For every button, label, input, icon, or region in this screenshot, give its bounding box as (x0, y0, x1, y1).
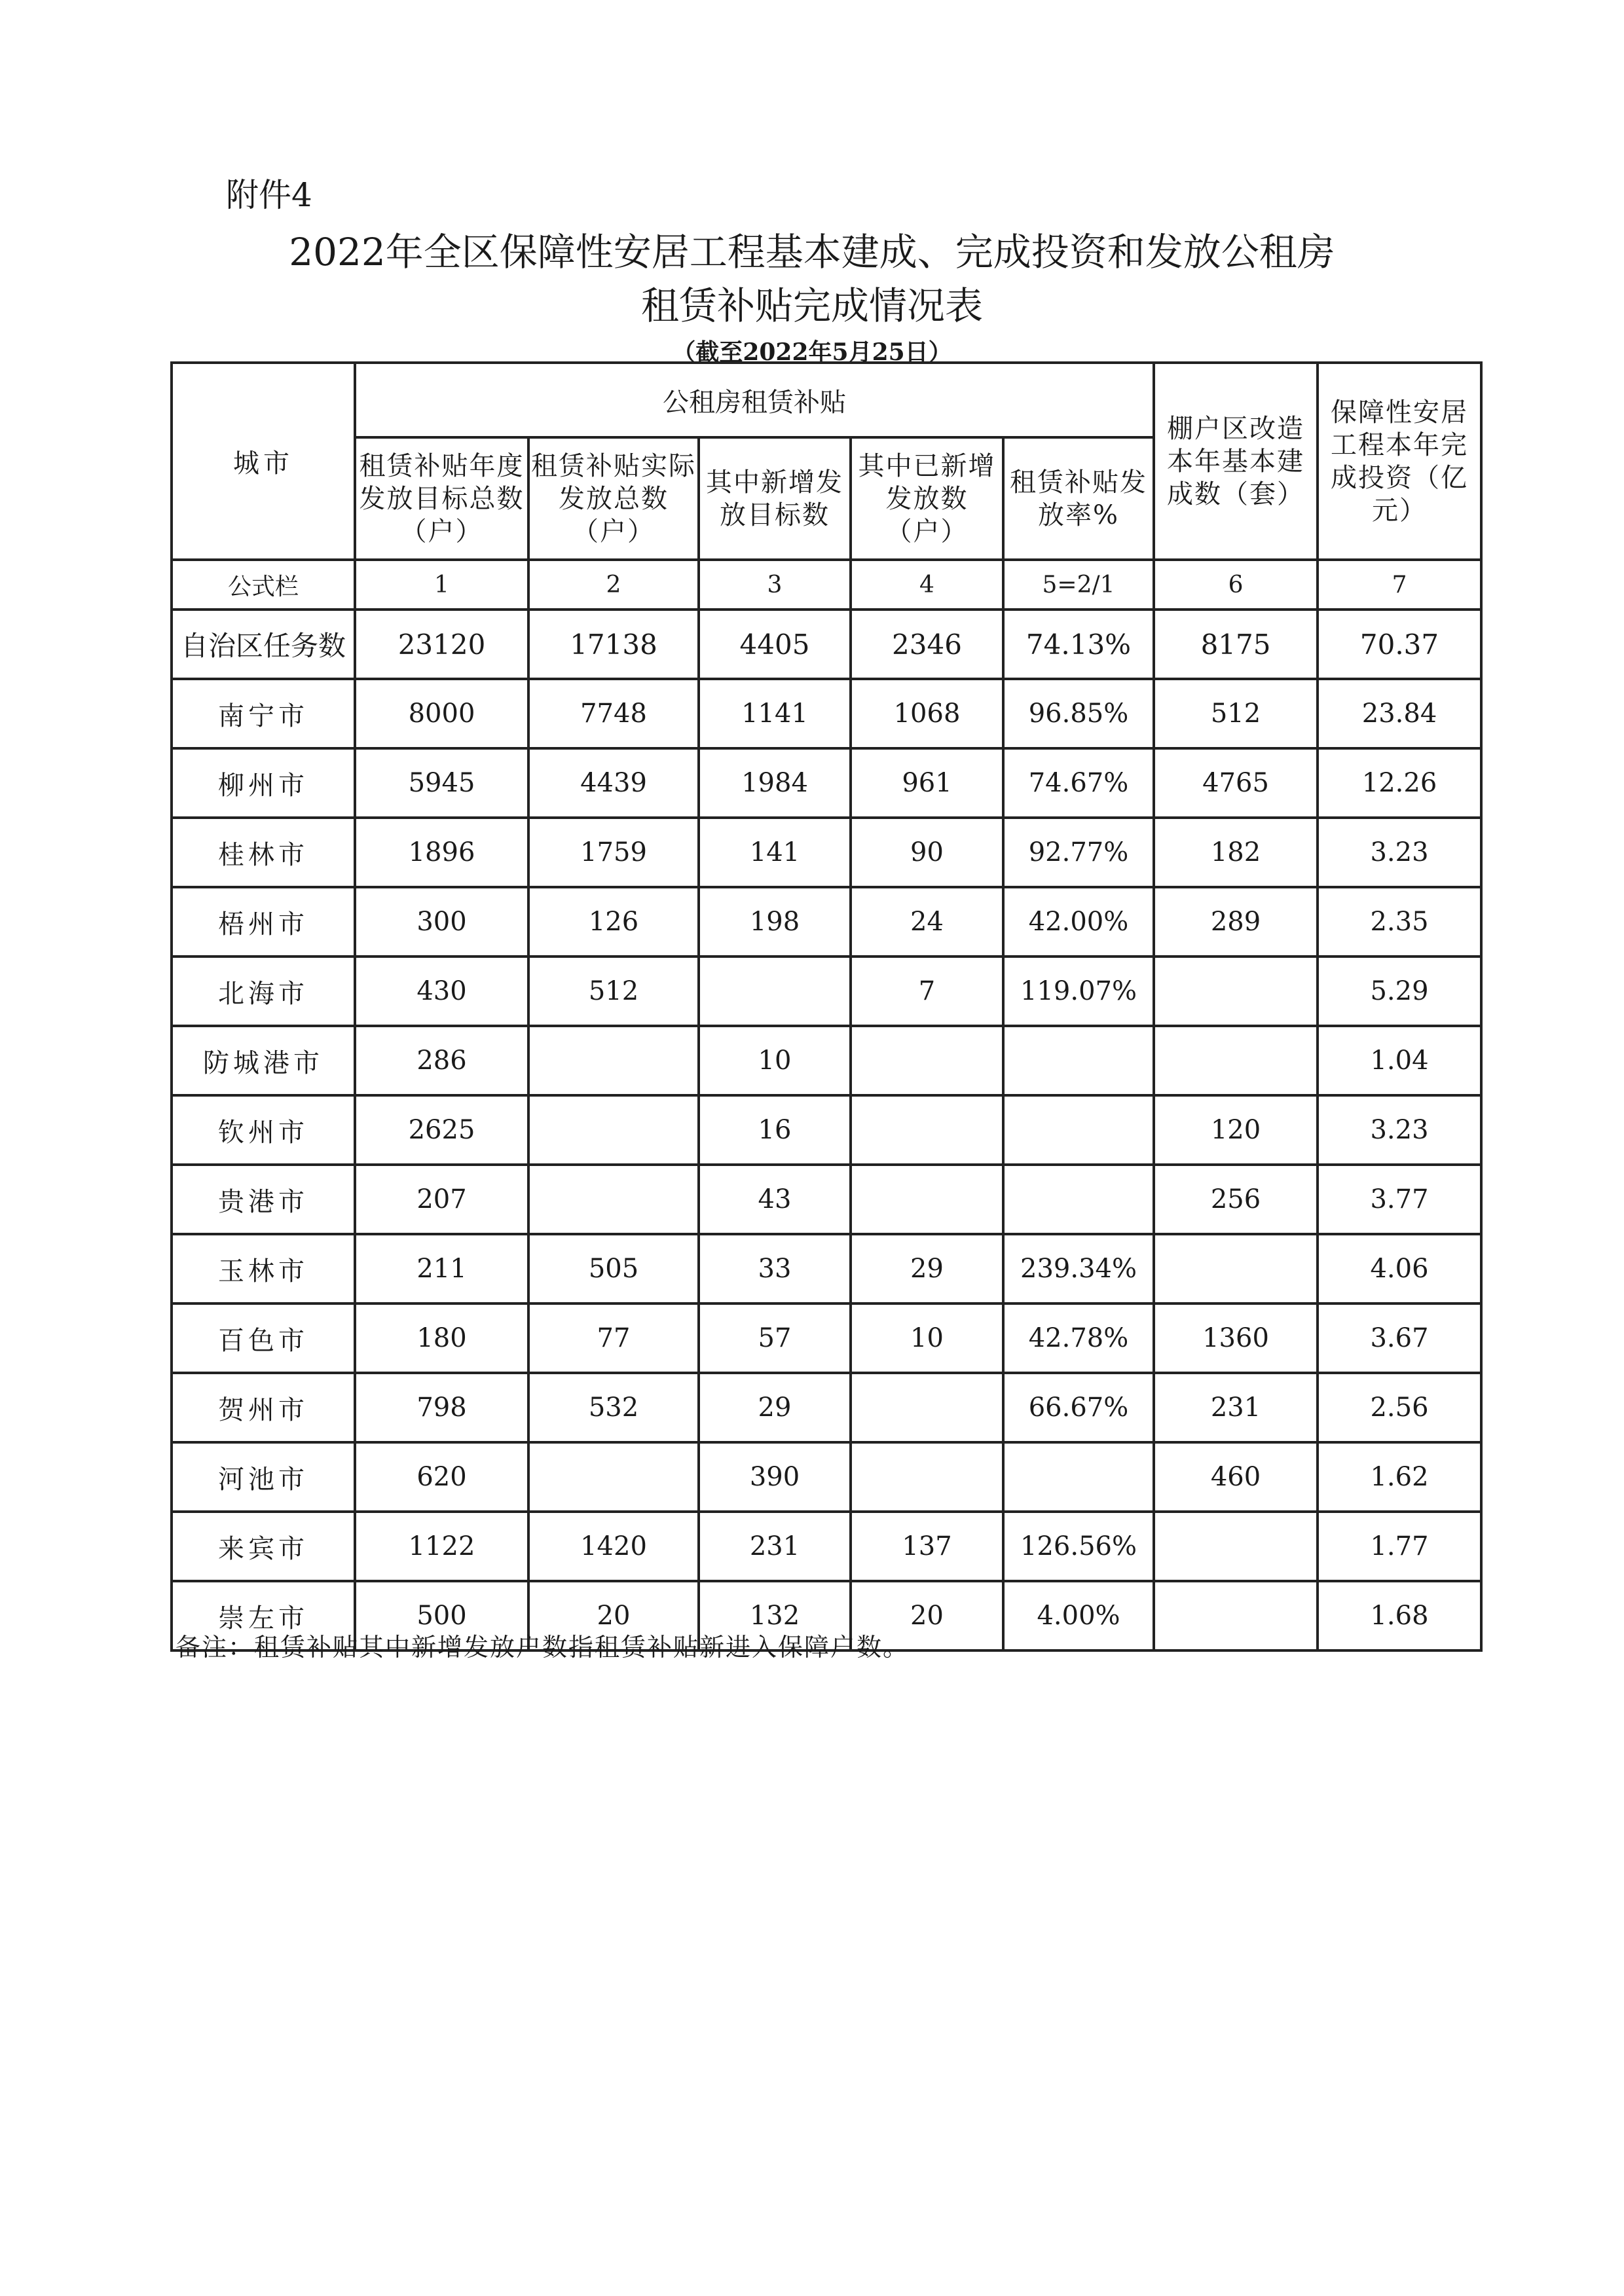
formula-cell: 1 (355, 560, 528, 610)
table-cell: 1.68 (1318, 1581, 1481, 1650)
table-cell: 126.56% (1003, 1512, 1154, 1581)
table-cell: 7 (851, 957, 1003, 1026)
table-cell: 1.04 (1318, 1026, 1481, 1095)
table-cell: 77 (528, 1303, 699, 1373)
total-cell: 74.13% (1003, 610, 1154, 679)
city-name-cell: 崇左市 (172, 1581, 355, 1650)
table-cell: 620 (355, 1442, 528, 1512)
city-name-cell: 桂林市 (172, 818, 355, 887)
city-name-cell: 百色市 (172, 1303, 355, 1373)
attachment-label: 附件4 (226, 176, 312, 214)
table-row (172, 818, 1481, 887)
total-row-label: 自治区任务数 (172, 610, 355, 679)
table-cell: 286 (355, 1026, 528, 1095)
table-cell: 182 (1154, 818, 1318, 887)
table-cell: 5945 (355, 748, 528, 818)
rental-subsidy-group-header: 公租房租赁补贴 (355, 363, 1154, 437)
table-body (172, 610, 1481, 1650)
table-row (172, 1303, 1481, 1373)
table-row (172, 1165, 1481, 1234)
table-cell (528, 1165, 699, 1234)
formula-cell: 7 (1318, 560, 1481, 610)
total-cell: 2346 (851, 610, 1003, 679)
table-cell: 532 (528, 1373, 699, 1442)
total-cell: 8175 (1154, 610, 1318, 679)
table-cell: 1420 (528, 1512, 699, 1581)
table-row (172, 1442, 1481, 1512)
table-cell: 1122 (355, 1512, 528, 1581)
total-cell: 70.37 (1318, 610, 1481, 679)
city-name-cell: 来宾市 (172, 1512, 355, 1581)
document-title-line1: 2022年全区保障性安居工程基本建成、完成投资和发放公租房 (289, 230, 1335, 274)
table-cell: 231 (699, 1512, 851, 1581)
table-cell: 2.56 (1318, 1373, 1481, 1442)
table-cell: 66.67% (1003, 1373, 1154, 1442)
table-cell: 4.00% (1003, 1581, 1154, 1650)
table-cell: 120 (1154, 1095, 1318, 1165)
city-name-cell: 南宁市 (172, 679, 355, 748)
table-cell: 961 (851, 748, 1003, 818)
table-cell: 43 (699, 1165, 851, 1234)
table-cell: 198 (699, 887, 851, 957)
city-column-header: 城市 (172, 363, 355, 560)
table-cell: 57 (699, 1303, 851, 1373)
total-cell: 4405 (699, 610, 851, 679)
table-cell: 7748 (528, 679, 699, 748)
total-cell: 23120 (355, 610, 528, 679)
table-row (172, 887, 1481, 957)
table-cell: 126 (528, 887, 699, 957)
city-name-cell: 柳州市 (172, 748, 355, 818)
table-cell: 20 (851, 1581, 1003, 1650)
table-cell: 211 (355, 1234, 528, 1303)
table-cell: 460 (1154, 1442, 1318, 1512)
city-name-cell: 玉林市 (172, 1234, 355, 1303)
table-cell (528, 1026, 699, 1095)
table-row (172, 1373, 1481, 1442)
table-cell (851, 1165, 1003, 1234)
table-row (172, 1095, 1481, 1165)
table-cell: 29 (699, 1373, 851, 1442)
table-cell: 512 (528, 957, 699, 1026)
city-name-cell: 北海市 (172, 957, 355, 1026)
table-cell: 3.23 (1318, 818, 1481, 887)
table-cell: 1896 (355, 818, 528, 887)
table-cell: 390 (699, 1442, 851, 1512)
formula-cell: 6 (1154, 560, 1318, 610)
city-name-cell: 梧州市 (172, 887, 355, 957)
document-title-line2: 租赁补贴完成情况表 (640, 283, 983, 328)
table-cell: 1068 (851, 679, 1003, 748)
table-cell: 10 (851, 1303, 1003, 1373)
table-cell: 3.23 (1318, 1095, 1481, 1165)
table-cell (1003, 1095, 1154, 1165)
table-cell (699, 957, 851, 1026)
table-cell (851, 1026, 1003, 1095)
formula-cell: 5=2/1 (1003, 560, 1154, 610)
table-cell: 3.77 (1318, 1165, 1481, 1234)
city-name-cell: 钦州市 (172, 1095, 355, 1165)
table-cell: 4765 (1154, 748, 1318, 818)
table-cell: 5.29 (1318, 957, 1481, 1026)
table-row (172, 679, 1481, 748)
table-cell: 92.77% (1003, 818, 1154, 887)
table-row (172, 1512, 1481, 1581)
table-cell: 798 (355, 1373, 528, 1442)
formula-label: 公式栏 (172, 560, 355, 610)
column-header-7: 保障性安居工程本年完成投资（亿元） (1318, 363, 1481, 560)
table-row (172, 1026, 1481, 1095)
table-cell: 256 (1154, 1165, 1318, 1234)
table-cell: 12.26 (1318, 748, 1481, 818)
table-cell: 24 (851, 887, 1003, 957)
table-cell: 33 (699, 1234, 851, 1303)
table-cell: 430 (355, 957, 528, 1026)
table-cell: 132 (699, 1581, 851, 1650)
table-cell: 141 (699, 818, 851, 887)
table-cell: 137 (851, 1512, 1003, 1581)
total-row (172, 610, 1481, 679)
table-cell: 10 (699, 1026, 851, 1095)
table-cell (1003, 1026, 1154, 1095)
table-cell (851, 1373, 1003, 1442)
table-cell: 1759 (528, 818, 699, 887)
table-cell: 23.84 (1318, 679, 1481, 748)
column-header-1: 租赁补贴年度发放目标总数（户） (355, 437, 528, 560)
table-cell: 90 (851, 818, 1003, 887)
document-subtitle-date: （截至2022年5月25日） (672, 338, 952, 366)
city-name-cell: 贵港市 (172, 1165, 355, 1234)
table-cell: 8000 (355, 679, 528, 748)
table-cell: 1.77 (1318, 1512, 1481, 1581)
table-cell: 4439 (528, 748, 699, 818)
table-cell (1154, 957, 1318, 1026)
table-cell: 3.67 (1318, 1303, 1481, 1373)
table-cell: 289 (1154, 887, 1318, 957)
city-name-cell: 防城港市 (172, 1026, 355, 1095)
table-cell (1003, 1442, 1154, 1512)
table-cell (851, 1442, 1003, 1512)
table-cell: 29 (851, 1234, 1003, 1303)
formula-cell: 2 (528, 560, 699, 610)
table-cell (1154, 1026, 1318, 1095)
city-name-cell: 贺州市 (172, 1373, 355, 1442)
table-cell: 300 (355, 887, 528, 957)
table-cell: 1141 (699, 679, 851, 748)
table-cell: 2625 (355, 1095, 528, 1165)
table-cell (528, 1095, 699, 1165)
city-name-cell: 河池市 (172, 1442, 355, 1512)
table-cell: 42.00% (1003, 887, 1154, 957)
table-cell: 96.85% (1003, 679, 1154, 748)
table-cell: 500 (355, 1581, 528, 1650)
formula-cell: 4 (851, 560, 1003, 610)
table-cell: 239.34% (1003, 1234, 1154, 1303)
table-cell (1154, 1512, 1318, 1581)
table-cell (851, 1095, 1003, 1165)
table-row (172, 1234, 1481, 1303)
total-cell: 17138 (528, 610, 699, 679)
table-cell: 231 (1154, 1373, 1318, 1442)
table-cell: 74.67% (1003, 748, 1154, 818)
table-cell: 505 (528, 1234, 699, 1303)
housing-subsidy-table (170, 361, 1483, 1652)
table-cell: 16 (699, 1095, 851, 1165)
table-cell: 1360 (1154, 1303, 1318, 1373)
table-cell (1003, 1165, 1154, 1234)
table-cell: 1.62 (1318, 1442, 1481, 1512)
column-header-5: 租赁补贴发放率% (1003, 437, 1154, 560)
table-cell (1154, 1234, 1318, 1303)
column-header-2: 租赁补贴实际发放总数（户） (528, 437, 699, 560)
column-header-3: 其中新增发放目标数 (699, 437, 851, 560)
column-header-6: 棚户区改造本年基本建成数（套） (1154, 363, 1318, 560)
footnote: 备注：租赁补贴其中新增发放户数指租赁补贴新进入保障户数。 (175, 1633, 910, 1662)
formula-cell: 3 (699, 560, 851, 610)
table-cell: 207 (355, 1165, 528, 1234)
table-cell: 42.78% (1003, 1303, 1154, 1373)
column-header-4: 其中已新增发放数（户） (851, 437, 1003, 560)
table-cell (528, 1442, 699, 1512)
table-row (172, 748, 1481, 818)
table-cell: 512 (1154, 679, 1318, 748)
table-cell: 119.07% (1003, 957, 1154, 1026)
table-cell: 1984 (699, 748, 851, 818)
table-cell (1154, 1581, 1318, 1650)
table-cell: 180 (355, 1303, 528, 1373)
table-cell: 4.06 (1318, 1234, 1481, 1303)
table-cell: 20 (528, 1581, 699, 1650)
table-row (172, 957, 1481, 1026)
table-cell: 2.35 (1318, 887, 1481, 957)
